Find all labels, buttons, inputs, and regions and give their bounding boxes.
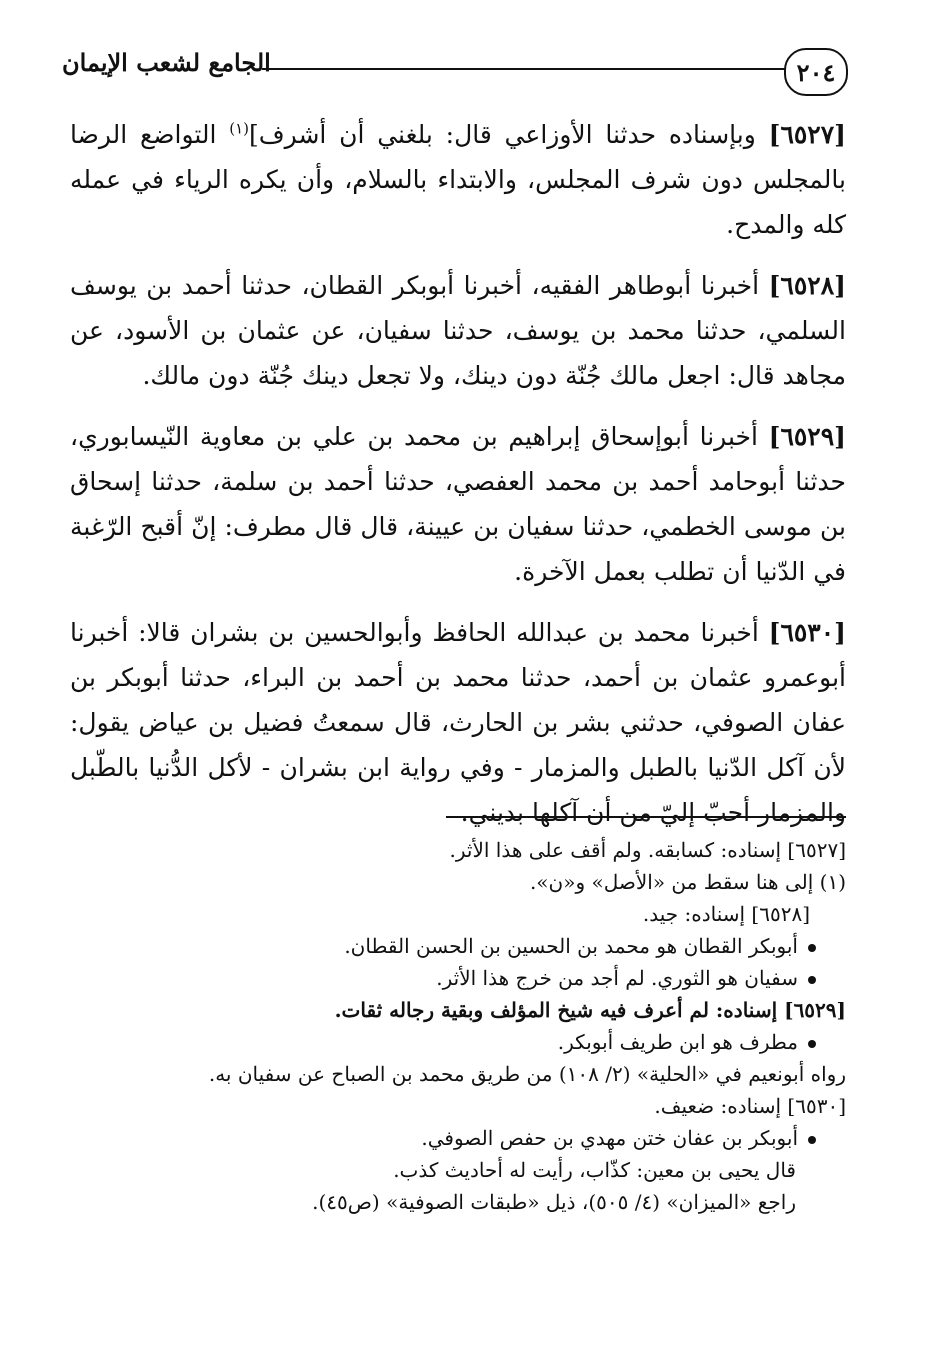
hadith-number: [٦٥٢٩] (768, 422, 846, 451)
footnotes (70, 834, 846, 1218)
footnote-line: [٦٥٢٩] إسناده: لم أعرف فيه شيخ المؤلف وبقية رجاله ثقات. (334, 998, 846, 1022)
footnote-bullet-item (70, 930, 846, 962)
paragraph-text: أخبرنا أبوطاهر الفقيه، أخبرنا أبوبكر القطان، حدثنا أحمد بن يوسف السلمي، حدثنا محمد بن يوسف، حدثنا سفيان، عن عثمان بن الأسود، عن مجاهد قال: اجعل مالك جُنّة دون دينك، ولا تجعل دينك جُنّة دون مالك. (70, 271, 846, 390)
hadith-number: [٦٥٣٠] (768, 618, 846, 647)
footnote-line: قال يحيى بن معين: كذّاب، رأيت له أحاديث كذب. (393, 1158, 796, 1182)
running-title: الجامع لشعب الإيمان (62, 48, 271, 77)
bullet-icon (808, 944, 816, 952)
paragraph-text: التواضع الرضا بالمجلس دون شرف المجلس، والابتداء بالسلام، وأن يكره الرياء في عمله كله والمدح. (70, 120, 846, 239)
footnote-separator (446, 816, 846, 818)
main-text (70, 112, 846, 835)
paragraph-6527 (70, 112, 846, 247)
hadith-number: [٦٥٢٨] (768, 271, 846, 300)
page-header (62, 42, 848, 100)
footnote-line: راجع «الميزان» (٤/ ٥٠٥)، ذيل «طبقات الصوفية» (ص٤٥). (312, 1190, 796, 1214)
bullet-icon (808, 1136, 816, 1144)
bullet-icon (808, 1040, 816, 1048)
paragraph-text: أخبرنا أبوإسحاق إبراهيم بن محمد بن علي بن معاوية النّيسابوري، حدثنا أبوحامد أحمد بن محمد العفصي، حدثنا أحمد بن سلمة، حدثنا إسحاق بن موسى الخطمي، حدثنا سفيان بن عيينة، قال قال مطرف: إنّ أقبح الرّغبة في الدّنيا أن تطلب بعمل الآخرة. (70, 422, 846, 586)
footnote-line: سفيان هو الثوري. لم أجد من خرج هذا الأثر. (436, 966, 798, 990)
footnote-line: [٦٥٣٠] إسناده: ضعيف. (654, 1094, 846, 1118)
paragraph-text: وبإسناده حدثنا الأوزاعي قال: بلغني أن أشرف] (249, 120, 756, 149)
paragraph-6529 (70, 414, 846, 594)
bullet-icon (808, 976, 816, 984)
header-rule (262, 68, 786, 70)
footnote-line: أبوبكر بن عفان ختن مهدي بن حفص الصوفي. (421, 1126, 798, 1150)
paragraph-6528 (70, 263, 846, 398)
footnote-line: [٦٥٢٨] إسناده: جيد. (642, 902, 810, 926)
footnote-line: [٦٥٢٧] إسناده: كسابقه. ولم أقف على هذا الأثر. (449, 838, 846, 862)
footnote-bullet-item (70, 962, 846, 994)
page-number: ٢٠٤ (784, 48, 848, 96)
hadith-number: [٦٥٢٧] (768, 120, 846, 149)
paragraph-text: أخبرنا محمد بن عبدالله الحافظ وأبوالحسين بن بشران قالا: أخبرنا أبوعمرو عثمان بن أحمد، حدثنا محمد بن أحمد بن البراء، حدثنا أبوبكر بن عفان الصوفي، حدثني بشر بن الحارث، قال سمعتُ فضيل بن عياض يقول: لأن آكل الدّنيا بالطبل والمزمار - وفي رواية ابن بشران - لأكل الدُّنيا بالطّبل والمزمار أحبّ إليّ من أن آكلها بديني. (70, 618, 846, 827)
footnote-line: (١) إلى هنا سقط من «الأصل» و«ن». (529, 870, 846, 894)
footnote-marker: (١) (229, 119, 250, 138)
footnote-line: رواه أبونعيم في «الحلية» (٢/ ١٠٨) من طريق محمد بن الصباح عن سفيان به. (208, 1062, 846, 1086)
footnote-bullet-item (70, 1026, 846, 1058)
paragraph-6530 (70, 610, 846, 835)
footnote-bullet-item (70, 1122, 846, 1154)
footnote-line: مطرف هو ابن طريف أبوبكر. (557, 1030, 798, 1054)
footnote-line: أبوبكر القطان هو محمد بن الحسين بن الحسن القطان. (344, 934, 798, 958)
